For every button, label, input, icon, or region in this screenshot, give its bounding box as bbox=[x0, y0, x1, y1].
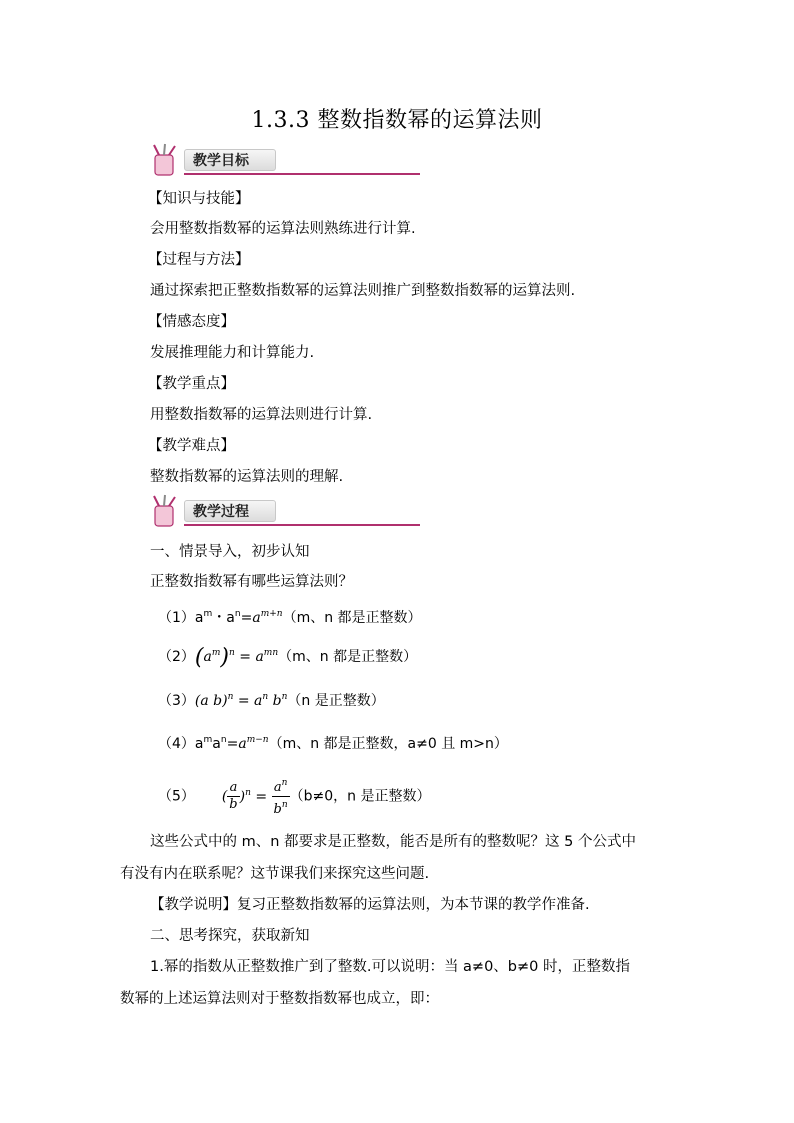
heading-difficulty: 【教学难点】 bbox=[148, 438, 235, 454]
step-heading-2: 二、思考探究，获取新知 bbox=[150, 928, 310, 944]
banner-underline bbox=[184, 173, 420, 175]
paragraph-1-line-1: 这些公式中的 m、n 都要求是正整数，能否是所有的整数呢？这 5 个公式中 bbox=[150, 834, 636, 850]
teaching-note: 【教学说明】复习正整数指数幂的运算法则，为本节课的教学作准备. bbox=[150, 897, 590, 913]
question-text: 正整数指数幂有哪些运算法则？ bbox=[150, 574, 353, 590]
text-knowledge: 会用整数指数幂的运算法则熟练进行计算. bbox=[150, 221, 416, 237]
paragraph-2-line-1: 1.幂的指数从正整数推广到了整数.可以说明：当 a≠0、b≠0 时，正整数指 bbox=[150, 959, 630, 975]
heading-keypoint: 【教学重点】 bbox=[148, 376, 235, 392]
text-difficulty: 整数指数幂的运算法则的理解. bbox=[150, 469, 344, 485]
formula-3: （3）(a $b)^n = a^n$ $b^n(n$ 是正整数） bbox=[158, 692, 385, 709]
banner-underline bbox=[184, 524, 420, 526]
formula-5: （5） ( $\frac{a}{b}$ )$^n$ = $\frac{a^n}{b^n}$ （b≠0，n 是正整数） bbox=[158, 775, 431, 818]
section-banner-objectives bbox=[148, 143, 278, 179]
pencil-cup-icon bbox=[148, 494, 182, 528]
section-banner-process bbox=[148, 494, 278, 530]
step-heading-1: 一、情景导入，初步认知 bbox=[150, 544, 310, 560]
heading-process: 【过程与方法】 bbox=[148, 252, 250, 268]
section-banner-label: 教学目标 bbox=[184, 149, 276, 171]
section-banner-label: 教学过程 bbox=[184, 500, 276, 522]
paragraph-1-line-2: 有没有内在联系呢？这节课我们来探究这些问题. bbox=[120, 866, 430, 882]
page-title: 1.3.3 整数指数幂的运算法则 bbox=[251, 108, 543, 133]
text-attitude: 发展推理能力和计算能力. bbox=[150, 345, 315, 361]
formula-1: $(1)a^m$・$a^n=a^{m+n}(m$、n 都是正整数） bbox=[158, 609, 422, 626]
text-keypoint: 用整数指数幂的运算法则进行计算. bbox=[150, 407, 373, 423]
formula-4: $(4)a^ma^n=a^{m-n}(m$、n 都是正整数，a≠0 且 m>n） bbox=[158, 735, 508, 752]
pencil-cup-icon bbox=[148, 143, 182, 177]
text-process: 通过探索把正整数指数幂的运算法则推广到整数指数幂的运算法则. bbox=[150, 283, 576, 299]
paragraph-2-line-2: 数幂的上述运算法则对于整数指数幂也成立，即： bbox=[120, 991, 439, 1007]
heading-attitude: 【情感态度】 bbox=[148, 314, 235, 330]
formula-2: $(2)(a^m)^n = a^{mn}(m$、n 都是正整数） bbox=[158, 645, 418, 670]
heading-knowledge: 【知识与技能】 bbox=[148, 191, 250, 207]
